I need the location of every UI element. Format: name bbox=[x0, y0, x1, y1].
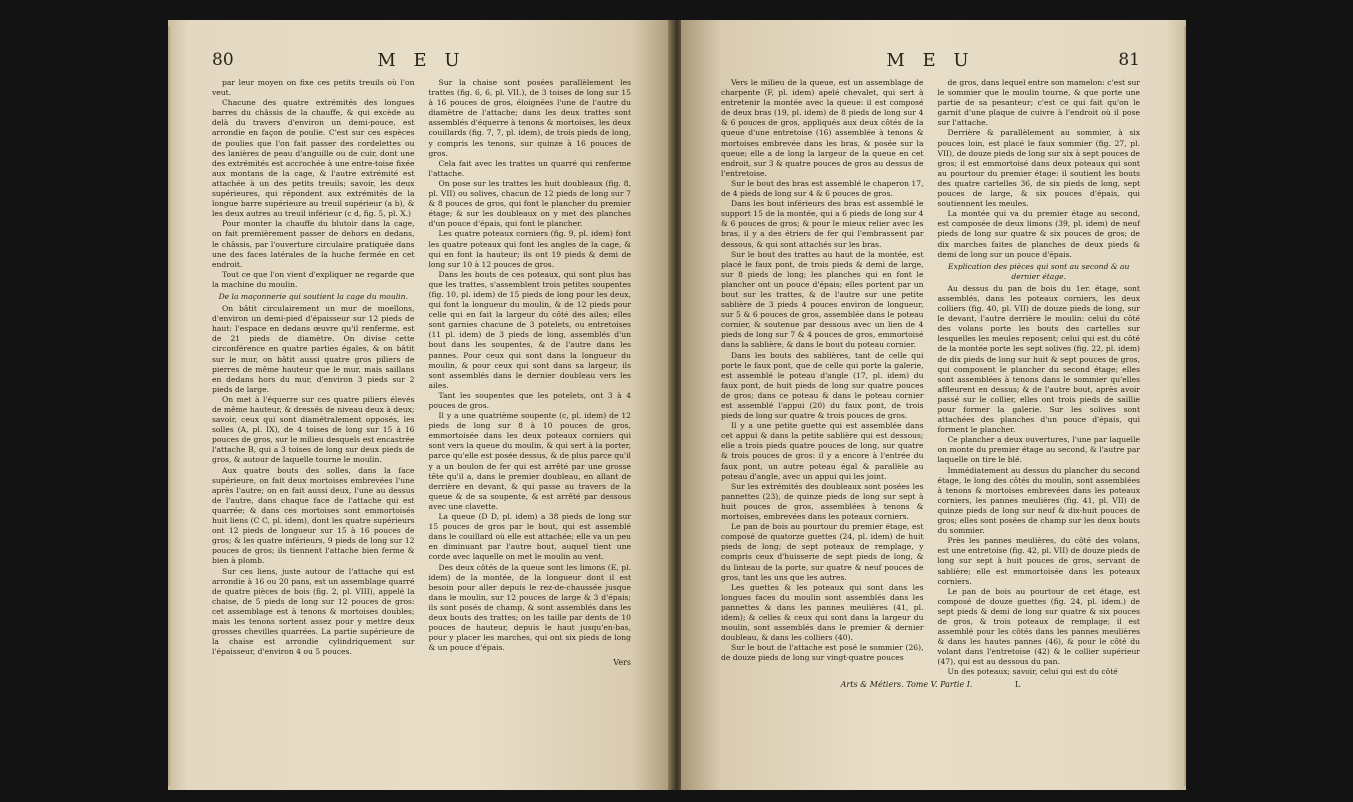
paragraph: Cela fait avec les trattes un quarré qui renferme l'attache. bbox=[428, 158, 631, 178]
paragraph: Chacune des quatre extrémités des longues barres du châssis de la chauffe, & qui excède au delà du travers d'environ un demi-pouce, est arrondie en façon de poulie. C'est sur ces espèces de poulies que l'on fait passer des cordelettes ou des lanières de peau d'anguille ou de cuir, dont une des extrémités est accrochée à une entre-toise fixée aux montans de la cage, & l'autre extrémité est attachée à un des petits treuils; savoir, les deux supérieures, qui répondent aux extrémités de la longue barre supérieure au treuil supérieur (a b), & les deux autres au treuil inférieur (c d, fig. 5, pl. X.) bbox=[212, 98, 415, 219]
text-column bbox=[212, 78, 415, 657]
left-page-header bbox=[212, 50, 631, 72]
page-number: 81 bbox=[1118, 50, 1140, 70]
text-column bbox=[938, 78, 1141, 678]
right-page-header bbox=[721, 50, 1140, 72]
left-page bbox=[168, 20, 673, 790]
paragraph: Sur le bout des bras est assemblé le chaperon 17, de 4 pieds de long sur 4 & 6 pouces de gros. bbox=[721, 178, 924, 199]
paragraph: Sur les extrémités des doubleaux sont posées les pannettes (23), de quinze pieds de long sur sept à huit pouces de gros, assemblées à tenons & mortoises, embrevées dans les poteaux corniers. bbox=[721, 481, 924, 522]
paragraph: Pour monter la chauffe du blutoir dans la cage, on fait premièrement passer de dehors en dedans, le châssis, par l'ouverture circulaire pratiquée dans une des faces latérales de la huche fermée en cet endroit. bbox=[212, 219, 415, 269]
catchword: Vers bbox=[613, 658, 631, 668]
page-footer bbox=[721, 680, 1140, 689]
paragraph: Les quatre poteaux corniers (fig. 9, pl. idem) font les quatre poteaux qui font les angles de la cage, & qui en font la hauteur; ils ont 19 pieds & demi de long sur 10 à 12 pouces de gros. bbox=[428, 229, 631, 269]
paragraph: Vers le milieu de la queue, est un assemblage de charpente (F, pl. idem) apelé chevalet, qui sert à entretenir la montée avec la queue: il est composé de deux bras (19, pl. idem) de 8 pieds de long sur 4 & 6 pouces de gros, appliqués aux deux côtés de la queue d'une entretoise (16) assemblée à tenons & mortoises embrevée dans les bras, & posée sur la queue; elle a de long la largeur de la queue en cet endroit, sur 3 & quatre pouces de gros au dessus de l'entretoise. bbox=[721, 78, 924, 178]
running-head: M E U bbox=[377, 50, 466, 71]
paragraph: On pose sur les trattes les huit doubleaux (fig. 8, pl. VII) ou solives, chacun de 12 pieds de long sur 7 & 8 pouces de gros, qui font le plancher du premier étage; & sur les doubleaux on y met des planches d'un pouce d'épais, qui font le plancher. bbox=[428, 178, 631, 229]
paragraph: Sur le bout des trattes au haut de la montée, est placé le faux pont, de trois pieds & demi de large, sur 8 pieds de long; les planches qui en font le plancher ont un pouce d'épais; elles portent par un bout sur les trattes, & de l'autre sur une petite sablière de 3 pieds 4 pouces environ de longueur, sur 5 & 6 pouces de gros, assemblée dans le poteau cornier, & soutenue par dessous avec un lien de 4 pieds de long sur 7 & 4 pouces de gros, emmortoisé dans la sablière, & dans le bout du poteau cornier. bbox=[721, 249, 924, 350]
paragraph: Le pan de bois au pourtour du premier étage, est composé de quatorze guettes (24, pl. idem) de huit pieds de long; de sept poteaux de remplage, y compris ceux d'huisserie de sept pieds de long, & du linteau de la porte, sur quatre & neuf pouces de gros, tant les uns que les autres. bbox=[721, 522, 924, 582]
paragraph: Sur ces liens, juste autour de l'attache qui est arrondie à 16 ou 20 pans, est un assemblage quarré de quatre pièces de bois (fig. 2, pl. VIII), appelé la chaise, de 5 pieds de long sur 12 pouces de gros: cet assemblage est à tenons & mortoises doubles; mais les tenons sortent assez pour y mettre deux grosses chevilles quarrées. La partie supérieure de la chaise est arrondie cylindriquement sur l'épaisseur, d'environ 4 ou 5 pouces. bbox=[212, 566, 415, 657]
text-column bbox=[429, 78, 632, 657]
paragraph: Tant les soupentes que les potelets, ont 3 à 4 pouces de gros. bbox=[428, 390, 631, 410]
paragraph: Derrière & parallèlement au sommier, à six pouces loin, est placé le faux sommier (fig. 27, pl. VII), de douze pieds de long sur six à sept pouces de gros; il est emmortoisé dans deux poteaux qui sont au pourtour du premier étage: il soutient les bouts des quatre cartelles 36, de six pieds de long, sept pouces de large, & six pouces d'épais, qui soutiennent les meules. bbox=[937, 128, 1140, 209]
paragraph: La queue (D D, pl. idem) a 38 pieds de long sur 15 pouces de gros par le bout, qui est assemblé dans le couillard où elle est attachée; elle va un peu en diminuant par l'autre bout, auquel tient une corde avec laquelle on met le moulin au vent. bbox=[428, 512, 631, 562]
open-book bbox=[168, 20, 1186, 790]
paragraph: Sur le bout de l'attache est posé le sommier (26), de douze pieds de long sur vingt-quatre pouces bbox=[721, 643, 924, 663]
signature-mark: L bbox=[1015, 679, 1021, 689]
paragraph: On met à l'équerre sur ces quatre piliers élevés de même hauteur, & dressés de niveau deux à deux; savoir, ceux qui sont diamétralement opposés, les solles (A, pl. IX), de 4 toises de long sur 15 à 16 pouces de gros, sur le milieu desquels est encastrée l'attache B, qui a 3 toises de long sur deux pieds de gros, & autour de laquelle tourne le moulin. bbox=[212, 394, 415, 465]
paragraph: La montée qui va du premier étage au second, est composée de deux limons (39, pl. idem) de neuf pieds de long sur quatre & six pouces de gros; de dix marches faites de planches de deux pieds & demi de long sur un pouce d'épais. bbox=[937, 209, 1140, 259]
paragraph: Dans les bouts des sablières, tant de celle qui porte le faux pont, que de celle qui porte la galerie, est assemblé le poteau d'angle (17, pl. idem) du faux pont, de huit pieds de long sur quatre pouces de gros; dans ce poteau & dans le poteau cornier est assemblé l'appui (20) du faux pont, de trois pieds de long sur quatre & trois pouces de gros. bbox=[721, 350, 924, 421]
paragraph: Dans les bout inférieurs des bras est assemblé le support 15 de la montée, qui a 6 pieds de long sur 4 & 6 pouces de gros; & pour le mieux relier avec les bras, il y a des étriers de fer qui l'embrassent par dessous, & qui sont attachés sur les bras. bbox=[721, 199, 924, 249]
paragraph: Tout ce que l'on vient d'expliquer ne regarde que la machine du moulin. bbox=[212, 269, 415, 289]
paragraph: Près les pannes meulières, du côté des volans, est une entretoise (fig. 42, pl. VII) de douze pieds de long sur sept à huit pouces de gros, servant de sablière; elle est emmortoisée dans les poteaux corniers. bbox=[937, 536, 1140, 586]
page-edge bbox=[1184, 26, 1186, 786]
volume-line: Arts & Métiers. Tome V. Partie I. bbox=[840, 679, 973, 689]
paragraph: Ce plancher a deux ouvertures, l'une par laquelle on monte du premier étage au second, & l'autre par laquelle on tire le blé. bbox=[937, 435, 1140, 465]
paragraph: Sur la chaise sont posées parallèlement les trattes (fig. 6, 6, pl. VII.), de 3 toises de long sur 15 à 16 pouces de gros, éloignées l'une de l'autre du diamètre de l'attache; dans les deux trattes sont assemblés d'équerre à tenons & mortoises, les deux couillards (fig. 7, 7, pl. idem), de trois pieds de long, y compris les tenons, sur quinze à 16 pouces de gros. bbox=[428, 78, 631, 158]
paragraph: Dans les bouts de ces poteaux, qui sont plus bas que les trattes, s'assemblent trois petites soupentes (fig. 10, pl. idem) de 15 pieds de long pour les deux, qui font la longueur du moulin, & de 12 pieds pour celle qui en fait la largeur du côté des ailes; elles sont garnies chacune de 3 potelets, ou entretoises (11 pl. idem) de 3 pieds de long, assemblés d'un bout dans les soupentes, & de l'autre dans les pannes. Pour ceux qui sont dans la longueur du moulin, & pour ceux qui sont dans sa largeur, ils sont assemblés dans le dernier doubleau vers les ailes. bbox=[428, 269, 631, 390]
page-number: 80 bbox=[212, 50, 234, 70]
page-edge bbox=[168, 26, 170, 786]
paragraph: Un des poteaux; savoir, celui qui est du côté bbox=[947, 667, 1118, 677]
paragraph: Il y a une petite guette qui est assemblée dans cet appui & dans la petite sablière qui est dessous; elle a trois pieds quatre pouces de long, sur quatre & trois pouces de gros: il y a encore à l'entrée du faux pont, un autre poteau égal & parallèle au poteau d'angle, avec un appui qui les joint. bbox=[721, 421, 924, 481]
section-heading: De la maçonnerie qui soutient la cage du moulin. bbox=[218, 291, 408, 301]
paragraph: Les guettes & les poteaux qui sont dans les longues faces du moulin sont assemblés dans les pannettes & dans les pannes meulières (41, pl. idem); & celles & ceux qui sont dans la largeur du moulin, sont assemblés dans le premier & dernier doubleau, & dans les colliers (40). bbox=[721, 582, 924, 643]
paragraph: Il y a une quatrième soupente (c, pl. idem) de 12 pieds de long sur 8 à 10 pouces de gros, emmortoisée dans les deux poteaux corniers qui sont vers la queue du moulin, & qui sert à la porter, parce qu'elle est posée dessus, & de plus parce qu'il y a un boulon de fer qui est arrêté par une grosse tête qu'il a, dans le premier doubleau, en allant de derrière en devant, & qui passe au travers de la queue & de sa soupente, & est arrêté par dessous avec une clavette. bbox=[428, 411, 631, 511]
paragraph: Immédiatement au dessus du plancher du second étage, le long des côtés du moulin, sont assemblées à tenons & mortoises embrevées dans les poteaux corniers, les pannes meulières (fig. 41, pl. VII) de quinze pieds de long sur neuf & dix-huit pouces de gros; elles sont posées de champ sur les deux bouts du sommier. bbox=[937, 465, 1140, 536]
paragraph: par leur moyen on fixe ces petits treuils où l'on veut. bbox=[212, 78, 415, 98]
text-column bbox=[721, 78, 924, 678]
paragraph: de gros, dans lequel entre son mamelon: c'est sur le sommier que le moulin tourne, & que porte une partie de sa pesanteur; c'est ce qui fait qu'on le garnit d'une plaque de cuivre à l'endroit où il pose sur l'attache. bbox=[937, 78, 1140, 128]
paragraph: Aux quatre bouts des solles, dans la face supérieure, on fait deux mortoises embrevées l'une après l'autre; on en fait aussi deux, l'une au dessus de l'autre, dans chaque face de l'attache qui est quarrée; & dans ces mortoises sont emmortoisés huit liens (C C, pl. idem), dont les quatre supérieurs ont 12 pieds de longueur sur 15 à 16 pouces de gros; & les quatre inférieurs, 9 pieds de long sur 12 pouces de gros; ils tiennent l'attache bien ferme & bien à plomb. bbox=[212, 465, 415, 566]
section-heading: Explication des pièces qui sont au second & au dernier étage. bbox=[948, 261, 1130, 281]
right-page bbox=[681, 20, 1186, 790]
paragraph: On bâtit circulairement un mur de moellons, d'environ un demi-pied d'épaisseur sur 12 pieds de haut: l'espace en dedans œuvre qu'il renferme, est de 21 pieds de diamètre. On divise cette circonférence en quatre parties égales, & on bâtit sur le mur, on bâtit aussi quatre gros piliers de pierres de même hauteur que le mur, mais saillans en dedans hors du mur, d'environ 3 pieds sur 2 pieds de large. bbox=[212, 304, 415, 394]
running-head: M E U bbox=[886, 50, 975, 71]
paragraph: Des deux côtés de la queue sont les limons (E, pl. idem) de la montée, de la longueur dont il est besoin pour aller depuis le rez-de-chaussée jusque dans le moulin, sur 12 pouces de large & 3 d'épais; ils sont posés de champ, & sont assemblés dans les deux bouts des trattes; on les taille par dents de 10 pouces de hauteur, depuis le haut jusqu'en-bas, pour y placer les marches, qui ont six pieds de long & un pouce d'épais. bbox=[428, 562, 631, 653]
paragraph: Au dessus du pan de bois du 1er. étage, sont assemblés, dans les poteaux corniers, les deux colliers (fig. 40, pl. VII) de douze pieds de long, sur le devant, l'autre derrière le moulin: celui du côté des volans porte les bouts des cartelles sur lesquelles les meules reposent; celui qui est du côté de la montée porte les sept solives (fig. 22, pl. idem) de dix pieds de long sur huit & sept pouces de gros, qui composent le plancher du second étage; elles sont assemblées à tenons dans le sommier qu'elles affleurent en dessus; & de l'autre bout, après avoir passé sur le collier, elles ont trois pieds de saillie pour former la galerie. Sur les solives sont attachées des planches d'un pouce d'épais, qui forment le plancher. bbox=[937, 283, 1140, 435]
paragraph: Le pan de bois au pourtour de cet étage, est composé de douze guettes (fig. 24, pl. idem.) de sept pieds & demi de long sur quatre & six pouces de gros, & trois poteaux de remplage; il est assemblé pour les côtés dans les pannes meulières & dans les hautes pannes (46), & pour le côté du volant dans l'entretoise (42) & le collier supérieur (47), qui est au dessous du pan. bbox=[937, 586, 1140, 667]
